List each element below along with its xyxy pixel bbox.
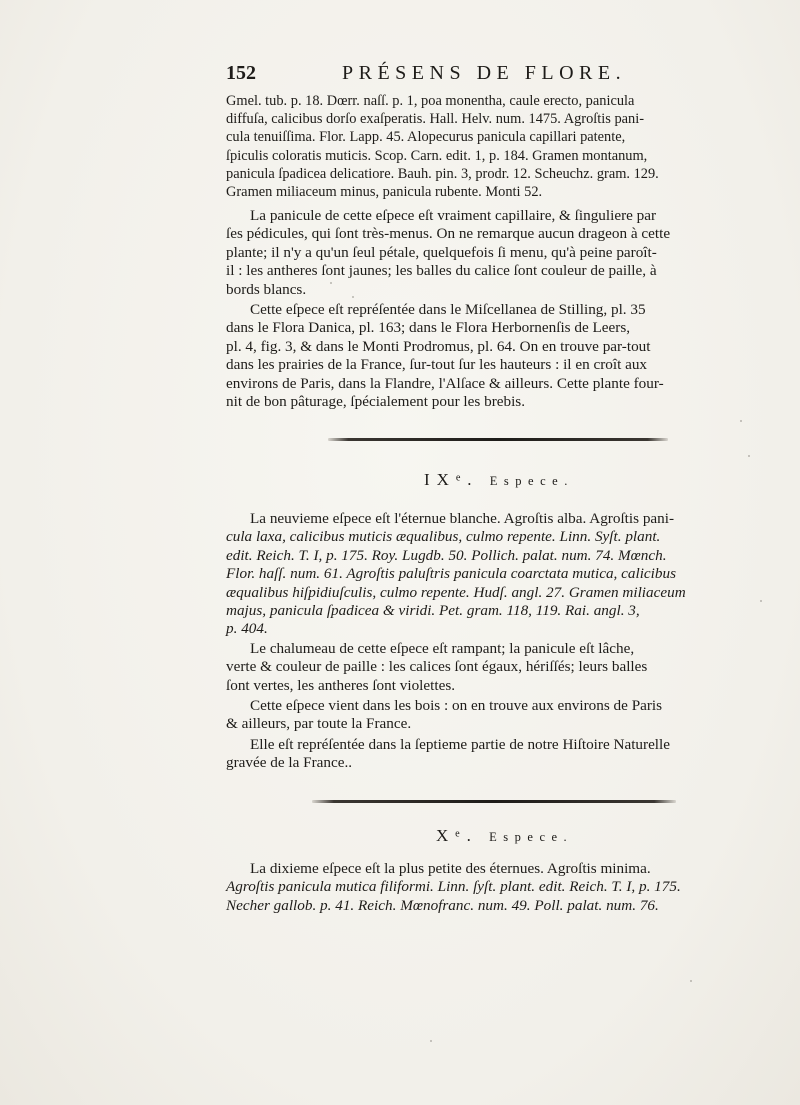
- reference-paragraph-1: [226, 301, 786, 411]
- citation-line: panicula ſpadicea delicatiore. Bauh. pin. 3, prodr. 12. Scheuchz. gram. 129.: [226, 165, 659, 182]
- text-line: plante; il n'y a qu'un ſeul pétale, quelquefois ſi menu, qu'à peine paroît-: [226, 243, 657, 261]
- text-line: Cette eſpece eſt repréſentée dans le Miſcellanea de Stilling, pl. 35: [250, 301, 646, 318]
- text-line: Agroſtis panicula mutica filiformi. Linn. ſyſt. plant. edit. Reich. T. I, p. 175.: [226, 878, 681, 896]
- text-line: cula laxa, calicibus muticis æqualibus, culmo repente. Linn. Syſt. plant.: [226, 528, 661, 546]
- species-number: IXᵉ.: [424, 470, 479, 489]
- text-line: verte & couleur de paille : les calices ſont égaux, hériſſés; leurs balles: [226, 658, 648, 676]
- text-line: environs de Paris, dans la Flandre, l'Alſace & ailleurs. Cette plante four-: [226, 374, 664, 392]
- text-line: dans le Flora Danica, pl. 163; dans le Flora Herbornenſis de Leers,: [226, 319, 631, 337]
- running-title: PRÉSENS DE FLORE.: [342, 62, 627, 84]
- citation-line: Gmel. tub. p. 18. Dœrr. naſſ. p. 1, poa monentha, caule erecto, panicula: [226, 93, 635, 109]
- citation-line: ſpiculis coloratis muticis. Scop. Carn. edit. 1, p. 184. Gramen montanum,: [226, 147, 648, 164]
- paper-speck: [760, 600, 762, 602]
- text-line: nit de bon pâturage, ſpécialement pour les brebis.: [226, 393, 526, 411]
- text-line: Elle eſt repréſentée dans la ſeptieme partie de notre Hiſtoire Naturelle: [250, 736, 670, 753]
- text-line: edit. Reich. T. I, p. 175. Roy. Lugdb. 50. Pollich. palat. num. 74. Mœnch.: [226, 546, 667, 564]
- species-number: Xᵉ.: [436, 826, 478, 845]
- text-line: La neuvieme eſpece eſt l'éternue blanche. Agroſtis alba. Agroſtis pani-: [250, 510, 675, 527]
- species-label: Espece.: [489, 830, 574, 844]
- text-line: La dixieme eſpece eſt la plus petite des éternues. Agroſtis minima.: [250, 860, 651, 877]
- text-line: Le chalumeau de cette eſpece eſt rampant; la panicule eſt lâche,: [250, 640, 635, 657]
- text-line: ſont vertes, les antheres ſont violettes.: [226, 676, 456, 694]
- synonymy-citation-1: [226, 92, 782, 201]
- habitat-paragraph-2: [226, 697, 786, 734]
- paper-speck: [430, 1040, 432, 1042]
- text-line: il : les antheres ſont jaunes; les balles du calice ſont couleur de paille, à: [226, 262, 657, 280]
- paper-speck: [740, 420, 742, 422]
- text-line: Flor. haſſ. num. 61. Agroſtis paluſtris panicula coarctata mutica, calicibus: [226, 565, 676, 583]
- text-line: p. 404.: [226, 620, 268, 638]
- species-heading-x: [436, 826, 573, 846]
- intro-paragraph-2: [226, 510, 786, 639]
- page-header: [226, 62, 660, 88]
- paper-speck: [748, 455, 750, 457]
- section-divider: [312, 800, 676, 803]
- paper-speck: [690, 980, 692, 982]
- text-line: La panicule de cette eſpece eſt vraiment capillaire, & ſinguliere par: [250, 207, 657, 224]
- description-paragraph-1: [226, 207, 786, 299]
- text-line: dans les prairies de la France, ſur-tout ſur les hauteurs : il en croît aux: [226, 356, 648, 374]
- citation-line: cula tenuiſſima. Flor. Lapp. 45. Alopecurus panicula capillari patente,: [226, 129, 626, 146]
- text-line: & ailleurs, par toute la France.: [226, 715, 412, 733]
- text-line: æqualibus hiſpidiuſculis, culmo repente. Hudſ. angl. 27. Gramen miliaceum: [226, 583, 686, 601]
- paper-speck: [330, 282, 332, 284]
- text-line: majus, panicula ſpadicea & viridi. Pet. gram. 118, 119. Rai. angl. 3,: [226, 602, 640, 620]
- text-line: ſes pédicules, qui ſont très-menus. On ne remarque aucun drageon à cette: [226, 225, 671, 243]
- text-line: bords blancs.: [226, 280, 307, 298]
- species-label: Espece.: [489, 474, 574, 488]
- species-heading-ix: [424, 470, 574, 490]
- intro-paragraph-3: [226, 860, 786, 915]
- text-line: Necher gallob. p. 41. Reich. Mœnofranc. num. 49. Poll. palat. num. 76.: [226, 896, 659, 914]
- citation-line: diffuſa, calicibus dorſo exaſperatis. Hall. Helv. num. 1475. Agroſtis pani-: [226, 111, 645, 128]
- text-line: Cette eſpece vient dans les bois : on en trouve aux environs de Paris: [250, 697, 663, 714]
- page-number: 152: [226, 62, 256, 84]
- text-line: pl. 4, fig. 3, & dans le Monti Prodromus, pl. 64. On en trouve par-tout: [226, 337, 651, 355]
- text-line: gravée de la France..: [226, 754, 353, 772]
- description-paragraph-2: [226, 640, 786, 695]
- illustration-paragraph-2: [226, 736, 786, 773]
- section-divider: [328, 438, 668, 441]
- citation-line: Gramen miliaceum minus, panicula rubente. Monti 52.: [226, 184, 543, 201]
- paper-speck: [352, 296, 354, 298]
